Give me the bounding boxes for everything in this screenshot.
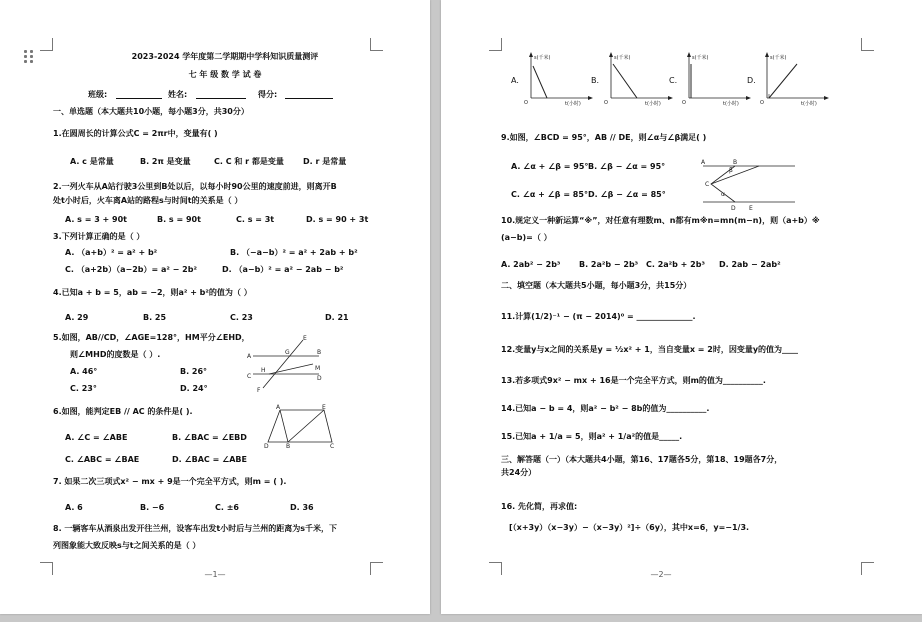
page-1 <box>0 0 430 614</box>
graph-xlabel: t(小时) <box>565 101 581 106</box>
svg-text:E: E <box>303 335 307 342</box>
crop-mark <box>861 38 874 51</box>
q4-option-b: B. 25 <box>143 313 167 322</box>
svg-text:F: F <box>257 387 261 394</box>
crop-mark <box>370 38 383 51</box>
q5-option-a: A. 46° <box>70 367 98 376</box>
svg-text:C: C <box>330 443 335 448</box>
page-number-2: —2— <box>650 570 672 579</box>
svg-text:α: α <box>721 191 725 198</box>
q1-option-b: B. 2π 是变量 <box>140 157 191 166</box>
page-2 <box>441 0 922 614</box>
q2-option-b: B. s = 90t <box>157 215 201 224</box>
graph-ylabel: s(千米) <box>770 55 787 61</box>
q9-figure <box>699 154 799 214</box>
q4-option-a: A. 29 <box>65 313 89 322</box>
crop-mark <box>40 562 53 575</box>
crop-mark <box>489 38 502 51</box>
q10-option-b: B. 2a²b − 2b³ <box>579 260 639 269</box>
q3-option-c: C. （a+2b）（a−2b）= a² − 2b² <box>65 265 197 274</box>
graph-a <box>521 50 593 106</box>
q4-option-d: D. 21 <box>325 313 349 322</box>
graph-origin: O <box>760 100 764 106</box>
question-3: 3.下列计算正确的是（ ） <box>53 232 145 241</box>
drag-handle-icon[interactable] <box>24 50 36 64</box>
section-3-heading-line-1: 三、解答题（一）（本大题共4小题，第16、17题各5分，第18、19题各7分， <box>501 455 783 464</box>
score-field[interactable] <box>285 90 333 102</box>
svg-text:C: C <box>705 181 710 188</box>
q7-option-d: D. 36 <box>290 503 314 512</box>
x-axis-arrow <box>746 96 751 100</box>
question-2-line-2: 处t小时后，火车离A站的路程s与时间t的关系是（ ） <box>53 196 243 205</box>
q6-option-b: B. ∠BAC = ∠EBD <box>172 433 247 442</box>
question-11: 11.计算(1/2)⁻¹ − (π − 2014)⁰ = ______________. <box>501 312 696 321</box>
svg-text:D: D <box>731 205 736 212</box>
svg-text:B: B <box>286 443 291 448</box>
exam-title: 2023-2024 学年度第二学期期中学科知识质量测评 <box>131 52 319 61</box>
svg-text:C: C <box>247 373 252 380</box>
q9-option-d: D. ∠β − ∠α = 85° <box>588 190 666 199</box>
graph-label-b: B. <box>591 76 600 85</box>
section-1-heading: 一、单选题（本大题共10小题，每小题3分，共30分） <box>53 107 249 116</box>
question-13: 13.若多项式9x² − mx + 16是一个完全平方式，则m的值为__________. <box>501 376 766 385</box>
svg-text:E: E <box>322 404 326 411</box>
q5-figure <box>245 334 325 394</box>
y-axis-arrow <box>765 52 769 57</box>
svg-text:A: A <box>276 404 281 411</box>
name-label: 姓名: <box>168 90 188 99</box>
graph-b <box>601 50 673 106</box>
graph-origin: O <box>604 100 608 106</box>
y-axis-arrow <box>609 52 613 57</box>
exam-subtitle: 七 年 级 数 学 试 卷 <box>188 70 262 79</box>
svg-text:A: A <box>247 353 252 360</box>
question-8-line-1: 8. 一辆客车从酒泉出发开往兰州，设客车出发t小时后与兰州的距离为s千米，下 <box>53 524 337 533</box>
question-7: 7. 如果二次三项式x² − mx + 9是一个完全平方式，则m = ( ). <box>53 477 287 486</box>
graph-d <box>757 50 829 106</box>
question-6: 6.如图，能判定EB // AC 的条件是( ). <box>53 407 193 416</box>
graph-ylabel: s(千米) <box>534 55 551 61</box>
q7-option-c: C. ±6 <box>215 503 239 512</box>
q9-option-a: A. ∠α + ∠β = 95° <box>511 162 589 171</box>
class-label: 班级: <box>88 90 108 99</box>
crop-mark <box>40 38 53 51</box>
graph-ylabel: s(千米) <box>614 55 631 61</box>
question-10-line-2: (a−b)=（ ） <box>501 233 552 242</box>
q3-option-a: A. （a+b）² = a² + b² <box>65 248 158 257</box>
crop-mark <box>489 562 502 575</box>
question-2-line-1: 2.一列火车从A站行驶3公里到B处以后，以每小时90公里的速度前进，则离开B <box>53 182 337 191</box>
q2-option-c: C. s = 3t <box>236 215 275 224</box>
graph-label-a: A. <box>511 76 519 85</box>
crop-mark <box>370 562 383 575</box>
q5-option-c: C. 23° <box>70 384 97 393</box>
question-1: 1.在圆周长的计算公式C = 2πr中，变量有( ) <box>53 129 218 138</box>
q9-option-c: C. ∠α + ∠β = 85° <box>511 190 588 199</box>
graph-c <box>679 50 751 106</box>
q1-option-c: C. C 和 r 都是变量 <box>214 157 284 166</box>
svg-text:D: D <box>317 375 322 382</box>
question-10-line-1: 10.规定义一种新运算“※”，对任意有理数m、n都有m※n=mn(m−n)，则（a+b）※ <box>501 216 820 225</box>
question-4: 4.已知a + b = 5，ab = −2，则a² + b²的值为（ ） <box>53 288 252 297</box>
q6-option-a: A. ∠C = ∠ABE <box>65 433 128 442</box>
question-15: 15.已知a + 1/a = 5，则a² + 1/a²的值是_____. <box>501 432 683 441</box>
q10-option-d: D. 2ab − 2ab² <box>719 260 781 269</box>
question-5-line-1: 5.如图，AB//CD，∠AGE=128°，HM平分∠EHD， <box>53 333 250 342</box>
q7-option-b: B. −6 <box>140 503 165 512</box>
q1-option-a: A. c 是常量 <box>70 157 114 166</box>
graph-xlabel: t(小时) <box>723 101 739 106</box>
x-axis-arrow <box>824 96 829 100</box>
score-label: 得分: <box>258 90 278 99</box>
graph-origin: O <box>682 100 686 106</box>
q5-option-d: D. 24° <box>180 384 208 393</box>
q2-option-d: D. s = 90 + 3t <box>306 215 369 224</box>
q6-option-c: C. ∠ABC = ∠BAE <box>65 455 140 464</box>
graph-line <box>533 66 547 98</box>
graph-xlabel: t(小时) <box>801 101 817 106</box>
q2-option-a: A. s = 3 + 90t <box>65 215 127 224</box>
question-16-expression: [（x+3y）（x−3y）−（x−3y）²]÷（6y），其中x=6，y=−1/3. <box>509 523 750 532</box>
graph-xlabel: t(小时) <box>645 101 661 106</box>
q6-figure <box>262 402 338 448</box>
graph-label-c: C. <box>669 76 678 85</box>
svg-text:E: E <box>749 205 753 212</box>
q3-option-d: D. （a−b）² = a² − 2ab − b² <box>222 265 344 274</box>
q6-option-d: D. ∠BAC = ∠ABE <box>172 455 247 464</box>
question-16: 16. 先化简，再求值: <box>501 502 578 511</box>
svg-text:D: D <box>264 443 269 448</box>
q4-option-c: C. 23 <box>230 313 253 322</box>
svg-text:β: β <box>729 167 733 174</box>
class-field[interactable] <box>116 90 162 102</box>
crop-mark <box>861 562 874 575</box>
graph-line <box>769 64 797 98</box>
q3-option-b: B. （−a−b）² = a² + 2ab + b² <box>230 248 358 257</box>
svg-text:B: B <box>317 349 322 356</box>
page-number-1: —1— <box>204 570 226 579</box>
q9-option-b: B. ∠β − ∠α = 95° <box>588 162 666 171</box>
question-9: 9.如图，∠BCD = 95°，AB // DE，则∠α与∠β满足( ) <box>501 133 707 142</box>
question-14: 14.已知a − b = 4，则a² − b² − 8b的值为__________. <box>501 404 710 413</box>
section-3-heading-line-2: 共24分） <box>501 468 537 477</box>
q1-option-d: D. r 是常量 <box>303 157 347 166</box>
section-2-heading: 二、填空题（本大题共5小题，每小题3分，共15分） <box>501 281 692 290</box>
question-5-line-2: 则∠MHD的度数是（ ）. <box>70 350 161 359</box>
svg-text:A: A <box>701 159 706 166</box>
x-axis-arrow <box>588 96 593 100</box>
x-axis-arrow <box>668 96 673 100</box>
graph-line <box>613 64 637 98</box>
q7-option-a: A. 6 <box>65 503 83 512</box>
svg-text:M: M <box>315 365 321 372</box>
graph-label-d: D. <box>747 76 756 85</box>
name-field[interactable] <box>196 90 246 102</box>
graph-ylabel: s(千米) <box>692 55 709 61</box>
graph-origin: O <box>524 100 528 106</box>
svg-text:G: G <box>285 349 290 356</box>
q10-option-a: A. 2ab² − 2b³ <box>501 260 561 269</box>
q10-option-c: C. 2a²b + 2b³ <box>646 260 705 269</box>
svg-text:H: H <box>261 367 266 374</box>
question-8-line-2: 列图象能大致反映s与t之间关系的是（ ） <box>53 541 201 550</box>
q5-option-b: B. 26° <box>180 367 208 376</box>
y-axis-arrow <box>687 52 691 57</box>
y-axis-arrow <box>529 52 533 57</box>
svg-text:B: B <box>733 159 738 166</box>
question-12: 12.变量y与x之间的关系是y = ½x² + 1，当自变量x = 2时，因变量y的值为____ <box>501 345 799 354</box>
